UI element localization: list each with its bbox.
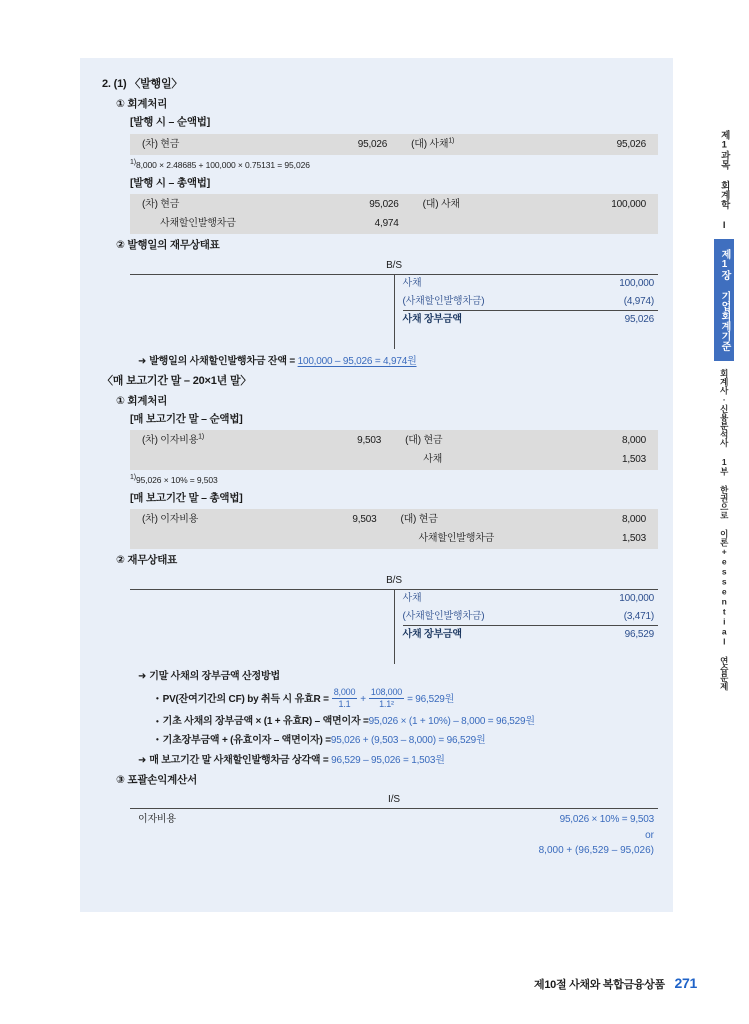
footnote-mark: 1) bbox=[130, 474, 137, 482]
bullet-result: 95,026 × (1 + 10%) – 8,000 = 96,529원 bbox=[368, 716, 535, 728]
balance-sheet-2 bbox=[130, 573, 658, 665]
bs-spacer bbox=[403, 644, 659, 660]
method-label-gross-2: [매 보고기간 말 – 총액법] bbox=[130, 492, 243, 505]
debit-account-2 bbox=[130, 531, 300, 550]
bs-row bbox=[403, 293, 659, 312]
balance-sheet-right-column bbox=[395, 590, 659, 664]
arrow-note-method bbox=[138, 669, 651, 685]
debit-account: (차) 현금 bbox=[142, 138, 180, 150]
bs-row bbox=[403, 590, 659, 608]
bullet-dot-icon: • bbox=[156, 716, 159, 726]
balance-sheet-left-column bbox=[130, 275, 395, 349]
fraction-denominator: 1.1² bbox=[379, 698, 394, 709]
is-row bbox=[138, 812, 654, 828]
bs-row-label: 사채 bbox=[402, 593, 422, 605]
statement-title: B/S bbox=[386, 574, 402, 586]
bs-row-value: 100,000 bbox=[619, 278, 654, 290]
bullet-pv-formula bbox=[156, 688, 651, 712]
footnote-text: 8,000 × 2.48685 + 100,000 × 0.75131 = 95,026 bbox=[136, 159, 310, 170]
debit-account-2: 사채할인발행차금 bbox=[160, 217, 236, 229]
journal-entry-gross-1 bbox=[130, 194, 658, 234]
step-label-2: ② 발행일의 재무상태표 bbox=[116, 239, 220, 252]
balance-sheet-body bbox=[130, 275, 658, 349]
arrow-note-label: 매 보고기간 말 사채할인발행차금 상각액 = bbox=[149, 755, 332, 767]
fraction-1 bbox=[332, 687, 358, 711]
bullet-text: 기초장부금액 + (유효이자 – 액면이자) = bbox=[162, 734, 331, 746]
bullet-dot-icon: • bbox=[156, 694, 159, 704]
bs-row-value: (4,974) bbox=[623, 295, 654, 307]
income-statement-body bbox=[130, 809, 658, 872]
debit-amount: 9,503 bbox=[357, 435, 382, 447]
credit-account-2: 사채할인발행차금 bbox=[418, 532, 495, 544]
credit-account: (대) 현금 bbox=[405, 435, 443, 447]
credit-amount: 8,000 bbox=[621, 514, 646, 526]
credit-account-2 bbox=[399, 216, 568, 235]
debit-account: (차) 이자비용 bbox=[142, 514, 199, 526]
side-navigation-rail bbox=[707, 130, 741, 691]
bullet-text: 기초 사채의 장부금액 × (1 + 유효R) – 액면이자 = bbox=[162, 716, 369, 728]
arrow-icon: ➜ bbox=[138, 356, 147, 368]
bs-row-value: 95,026 bbox=[624, 314, 654, 326]
step-label-1b: ① 회계처리 bbox=[116, 394, 168, 407]
series-label: 회계사·신용분석사 1부 한권으로 이론+essential 연습문제 bbox=[719, 369, 730, 691]
method-label-net-2: [매 보고기간 말 – 순액법] bbox=[130, 412, 243, 425]
section-heading: 2. (1) 〈발행일〉 bbox=[102, 78, 183, 90]
debit-amount-2 bbox=[304, 452, 381, 471]
footer-section-label: 제10절 사채와 복합금융상품 bbox=[534, 979, 665, 991]
content-inner bbox=[80, 58, 673, 872]
footnote-mark: 1) bbox=[130, 159, 137, 167]
balance-sheet-body bbox=[130, 590, 658, 664]
bs-row-total bbox=[403, 626, 659, 644]
balance-sheet-left-column bbox=[130, 590, 395, 664]
debit-account-2 bbox=[130, 452, 304, 471]
bs-spacer bbox=[403, 329, 659, 345]
footnote-marker: 1) bbox=[448, 137, 455, 145]
credit-amount-2 bbox=[568, 216, 658, 235]
bullet-carrying-amount-formula bbox=[156, 714, 651, 730]
credit-amount: 100,000 bbox=[611, 199, 646, 211]
credit-amount-2: 1,503 bbox=[621, 453, 646, 465]
journal-entry-net-2 bbox=[130, 430, 658, 470]
step-label-2b: ② 재무상태표 bbox=[116, 554, 178, 567]
book-subject-label: 제1과목 회계학 I bbox=[718, 130, 730, 231]
step-label-3: ③ 포괄손익계산서 bbox=[116, 773, 198, 786]
fraction-denominator: 1.1 bbox=[338, 698, 351, 709]
debit-amount: 9,503 bbox=[352, 514, 377, 526]
method-label-net-1: [발행 시 – 순액법] bbox=[130, 116, 211, 129]
is-alternative-value: 8,000 + (96,529 – 95,026) bbox=[538, 845, 654, 857]
page-footer bbox=[534, 975, 697, 992]
is-row-value: 95,026 × 10% = 9,503 bbox=[559, 814, 654, 826]
fraction-2 bbox=[369, 687, 404, 711]
is-alternative-separator: or bbox=[645, 829, 654, 841]
balance-sheet-right-column bbox=[395, 275, 659, 349]
bs-row-label: 사채 장부금액 bbox=[402, 629, 462, 641]
arrow-note-value: 100,000 – 95,026 = 4,974원 bbox=[297, 356, 417, 368]
arrow-note-label: 발행일의 사채할인발행차금 잔액 = bbox=[149, 356, 298, 368]
debit-amount: 95,026 bbox=[369, 199, 399, 211]
credit-account: (대) 현금 bbox=[400, 514, 438, 526]
credit-account bbox=[387, 134, 565, 156]
bs-row-label: (사채할인발행차금) bbox=[402, 610, 485, 622]
arrow-note-amortization bbox=[138, 753, 651, 769]
footnote-net-1 bbox=[130, 158, 651, 172]
bullet-result: 95,026 + (9,503 – 8,000) = 96,529원 bbox=[330, 734, 486, 746]
income-statement bbox=[130, 792, 658, 873]
section-heading-2: 〈매 보고기간 말 – 20×1년 말〉 bbox=[102, 374, 252, 387]
journal-entry-net-1 bbox=[130, 134, 658, 156]
arrow-note-label: 기말 사채의 장부금액 산정방법 bbox=[149, 671, 280, 683]
bs-row-value: 96,529 bbox=[624, 629, 654, 641]
is-row-label: 이자비용 bbox=[138, 814, 176, 826]
credit-amount: 8,000 bbox=[621, 435, 646, 447]
bs-row-total bbox=[403, 311, 659, 329]
bullet-interest-diff-formula bbox=[156, 733, 651, 749]
credit-account-2: 사채 bbox=[423, 453, 443, 465]
page-content-panel bbox=[80, 58, 673, 912]
debit-account-label: (차) 이자비용 bbox=[142, 435, 199, 447]
debit-account: (차) 현금 bbox=[142, 199, 180, 211]
bs-row bbox=[403, 275, 659, 293]
bs-row-value: 100,000 bbox=[619, 593, 654, 605]
debit-amount-2 bbox=[300, 531, 376, 550]
footnote-marker: 1) bbox=[198, 433, 204, 441]
bs-row-label: 사채 bbox=[402, 278, 422, 290]
statement-title: B/S bbox=[386, 259, 402, 271]
fraction-numerator: 108,000 bbox=[369, 687, 404, 699]
credit-amount-2: 1,503 bbox=[621, 532, 646, 544]
arrow-note-value: 96,529 – 95,026 = 1,503원 bbox=[331, 755, 445, 767]
bs-row bbox=[403, 608, 659, 627]
footnote-text: 95,026 × 10% = 9,503 bbox=[136, 475, 218, 486]
step-label-1: ① 회계처리 bbox=[116, 98, 168, 111]
journal-entry-gross-2 bbox=[130, 509, 658, 549]
bs-row-value: (3,471) bbox=[623, 610, 654, 622]
debit-account bbox=[130, 430, 304, 452]
bullet-text: PV(잔여기간의 CF) by 취득 시 유효R = bbox=[162, 693, 329, 705]
arrow-icon: ➜ bbox=[138, 755, 147, 767]
credit-account-label: (대) 사채 bbox=[411, 138, 449, 150]
credit-amount: 95,026 bbox=[616, 138, 646, 150]
statement-title: I/S bbox=[388, 793, 400, 805]
credit-account: (대) 사채 bbox=[422, 199, 460, 211]
debit-amount: 95,026 bbox=[357, 138, 388, 150]
arrow-icon: ➜ bbox=[138, 671, 147, 683]
balance-sheet-1 bbox=[130, 258, 658, 350]
fraction-numerator: 8,000 bbox=[332, 687, 358, 699]
chapter-tab[interactable]: 제1장 기업회계기준 bbox=[714, 239, 734, 361]
debit-amount-2: 4,974 bbox=[374, 217, 399, 229]
page-number: 271 bbox=[674, 975, 697, 991]
bs-row-label: (사채할인발행차금) bbox=[402, 295, 485, 307]
bullet-result: = 96,529원 bbox=[407, 693, 455, 705]
plus-sign: + bbox=[360, 693, 366, 705]
arrow-note-discount-balance bbox=[138, 354, 651, 370]
bullet-dot-icon: • bbox=[156, 735, 159, 745]
footnote-net-2 bbox=[130, 473, 651, 487]
bs-row-label: 사채 장부금액 bbox=[402, 314, 462, 326]
method-label-gross-1: [발행 시 – 총액법] bbox=[130, 177, 211, 190]
